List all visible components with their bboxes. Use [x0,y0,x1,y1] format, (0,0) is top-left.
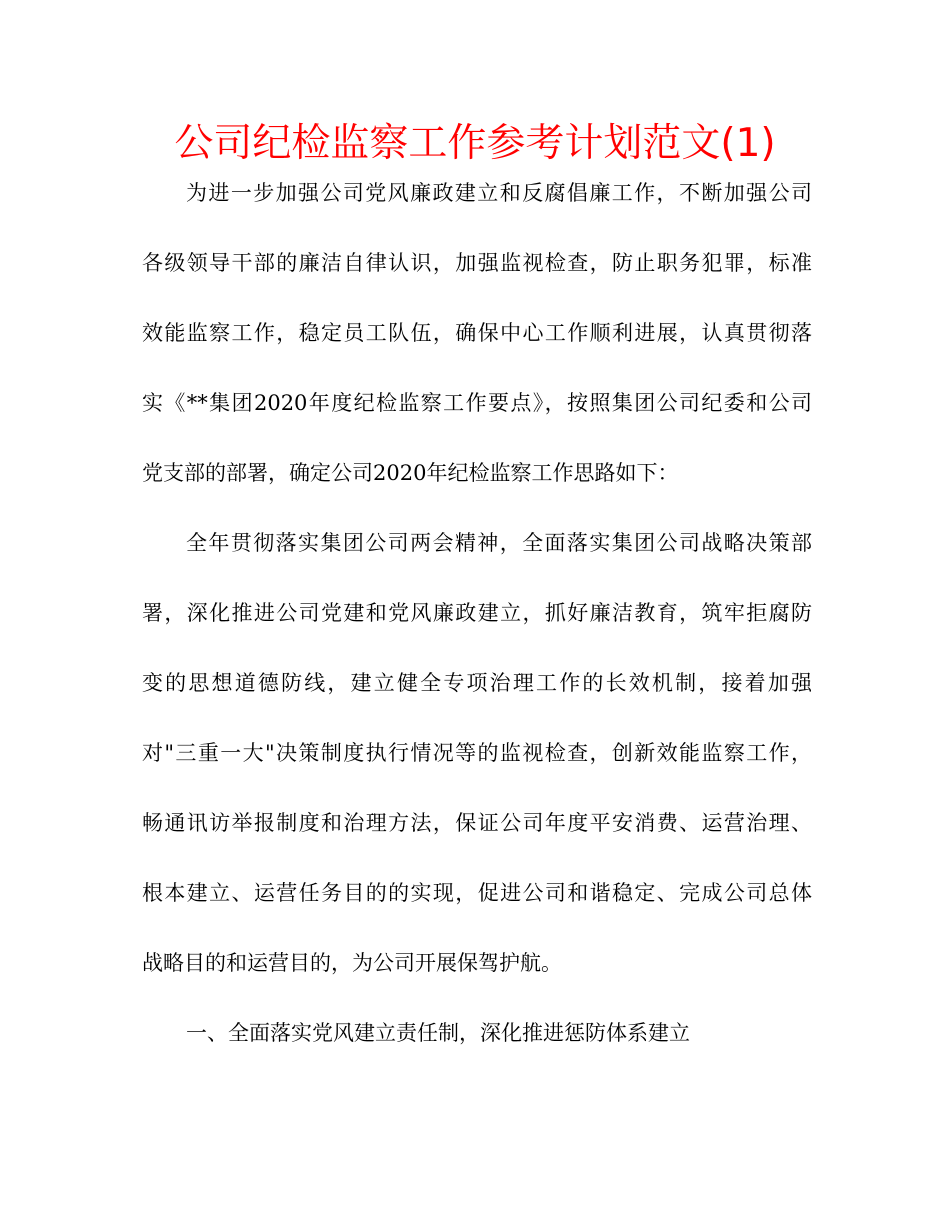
section-heading: 一、全面落实党风建立责任制，深化推进惩防体系建立 [186,1021,690,1045]
paragraph-line: 变的思想道德防线，建立健全专项治理工作的长效机制，接着加强 [142,671,812,695]
paragraph-line: 署，深化推进公司党建和党风廉政建立，抓好廉洁教育，筑牢拒腐防 [142,601,812,625]
paragraph-line: 对"三重一大"决策制度执行情况等的监视检查，创新效能监察工作， [142,741,812,765]
document-title: 公司纪检监察工作参考计划范文(1) [174,121,776,166]
paragraph-line: 畅通讯访举报制度和治理方法，保证公司年度平安消费、运营治理、 [142,811,812,835]
paragraph-line: 实《**集团2020年度纪检监察工作要点》，按照集团公司纪委和公司 [142,391,812,415]
paragraph-line: 党支部的部署，确定公司2020年纪检监察工作思路如下： [142,461,679,485]
paragraph-line: 各级领导干部的廉洁自律认识，加强监视检查，防止职务犯罪，标准 [142,251,812,275]
paragraph-line: 为进一步加强公司党风廉政建立和反腐倡廉工作，不断加强公司 [186,181,812,205]
paragraph-line: 根本建立、运营任务目的的实现，促进公司和谐稳定、完成公司总体 [142,881,812,905]
paragraph-line: 全年贯彻落实集团公司两会精神，全面落实集团公司战略决策部 [186,531,812,555]
paragraph-line: 战略目的和运营目的，为公司开展保驾护航。 [142,951,562,975]
paragraph-line: 效能监察工作，稳定员工队伍，确保中心工作顺利进展，认真贯彻落 [142,321,812,345]
